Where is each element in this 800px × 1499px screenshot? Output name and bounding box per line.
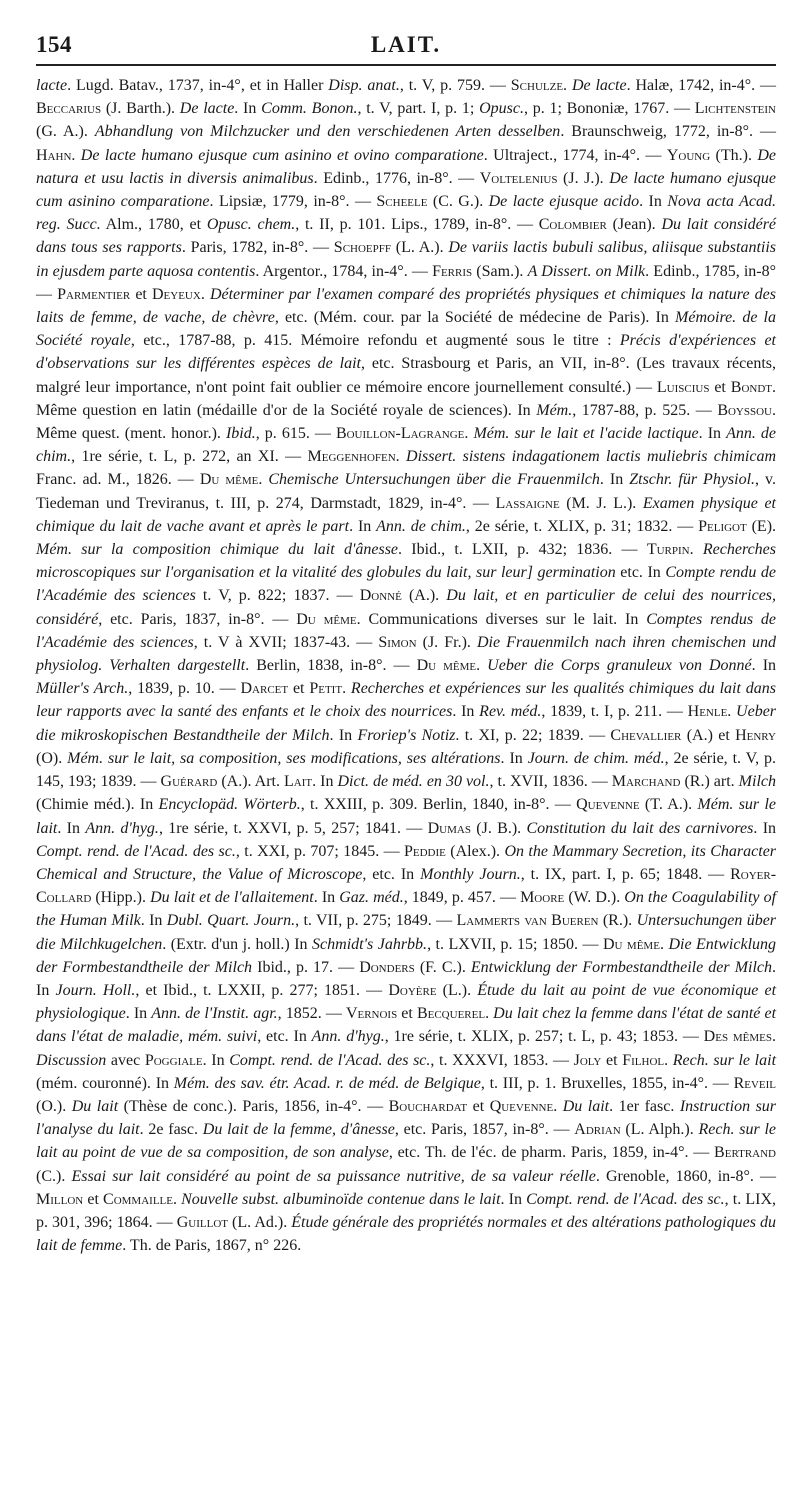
bib-text: , t. V, part. I, p. 1;: [357, 100, 480, 118]
bib-text: t. V, p. 822; 1837. —: [195, 587, 360, 605]
author-name: Moore: [520, 889, 565, 907]
italic-title: Discussion: [36, 1051, 107, 1069]
author-name: Du même: [199, 471, 259, 489]
italic-title: Müller's Arch.: [36, 680, 129, 698]
italic-title: Ueber die mikroskopischen Bestandtheile der Milch: [36, 703, 777, 744]
bib-text: , 1839, t. I, p. 211. —: [541, 703, 688, 721]
bib-text: , 1re série, t. XLIX, p. 257; t. L, p. 43; 1853. —: [384, 1028, 704, 1046]
bib-text: , 1re série, t. XXVI, p. 5, 257; 1841. —: [158, 819, 428, 837]
bib-text: .: [464, 425, 474, 443]
bib-text: (L.).: [436, 981, 478, 999]
bib-text: (C.).: [36, 1167, 72, 1185]
italic-title: Encyclopäd. Wörterb.: [158, 796, 301, 814]
author-name: Lait: [284, 773, 313, 791]
bib-text: , t. LIX, p. 301, 396; 1864. —: [36, 1190, 777, 1231]
author-name: Turpin: [646, 541, 690, 559]
author-name: Poggiale: [144, 1051, 203, 1069]
bib-text: (O.).: [36, 1097, 72, 1115]
bib-text: . In: [753, 819, 777, 837]
italic-title: Ann. d'hyg.: [311, 1028, 385, 1046]
bib-text: (E).: [746, 517, 777, 535]
author-name: Bondt: [730, 378, 772, 396]
bib-text: . Halæ, 1742, in-4°. —: [626, 77, 777, 94]
author-name: Darcet: [240, 680, 289, 698]
bib-text: .: [476, 657, 488, 675]
author-name: Hahn: [36, 146, 72, 164]
bib-text: (J. Fr.).: [416, 633, 477, 651]
bib-text: .: [659, 935, 669, 953]
bib-text: . In: [452, 703, 480, 721]
italic-title: Chemische Untersuchungen über die Frauenmilch: [268, 471, 600, 489]
italic-title: Ibid.: [225, 425, 256, 443]
italic-title: De lacte: [571, 77, 627, 94]
bib-text: . Ibid., t. LXII, p. 432; 1836. —: [398, 541, 647, 559]
author-name: Royer-Collard: [36, 865, 777, 907]
italic-title: Essai sur lait considéré au point de sa puissance nutritive, de sa valeur réelle: [71, 1167, 596, 1185]
author-name: Peddie: [404, 842, 446, 860]
bib-text: .: [395, 448, 407, 466]
bib-text: .: [664, 1051, 673, 1069]
italic-title: Instruction sur l'analyse du lait: [36, 1097, 777, 1139]
author-name: Vernois: [345, 1005, 398, 1023]
bib-text: . (Extr. d'un j. holl.) In: [162, 935, 313, 953]
italic-title: Mém. sur le lait et l'acide lactique: [473, 425, 699, 443]
author-name: Du même: [296, 610, 357, 628]
bib-text: , 1849, p. 457. —: [403, 889, 521, 907]
italic-title: Compt. rend. de l'Acad. des sc.: [229, 1051, 431, 1069]
bib-text: , 2e série, t. V, p. 145, 193; 1839. —: [36, 749, 777, 791]
bib-text: (J. J.).: [557, 169, 610, 187]
bib-text: . Ultraject., 1774, in-4°. —: [483, 146, 667, 164]
author-name: Guillot: [176, 1213, 228, 1231]
bib-text: (C. G.).: [427, 193, 489, 211]
bib-text: (R.) art.: [680, 773, 739, 791]
bib-text: . Th. de Paris, 1867, n° 226.: [122, 1237, 302, 1255]
bib-text: (L. A.).: [391, 239, 449, 257]
italic-title: Schmidt's Jahrbb.: [312, 935, 428, 953]
bib-text: , t. V à XVII; 1837-43. —: [193, 633, 379, 651]
bibliography-paragraph: [36, 74, 776, 1257]
author-name: Henry: [735, 726, 776, 744]
author-name: Petit: [309, 680, 343, 698]
italic-title: On the Coagulability of the Human Milk: [36, 889, 777, 930]
author-name: Lassaigne: [495, 494, 560, 512]
author-name: Du même: [602, 935, 660, 953]
bib-text: .: [485, 1005, 494, 1023]
italic-title: Compte rendu de l'Académie des sciences: [36, 564, 777, 605]
bib-text: , 1839, p. 10. —: [128, 680, 241, 698]
bib-text: (Hipp.).: [91, 889, 151, 907]
italic-title: Ann. de l'Instit. agr.: [151, 1005, 278, 1023]
italic-title: Nouvelle subst. albuminoïde contenue dans le lait: [181, 1190, 501, 1208]
italic-title: Constitution du lait des carnivores: [526, 819, 754, 837]
bib-text: , etc. Strasbourg et Paris, an VII, in-8°. (Les travaux récents, malgré leur importance, n'ont point fait oublier ce mémoire encore journellement consulté.) —: [36, 355, 776, 396]
author-name: Parmentier: [57, 285, 131, 303]
bib-text: Franc. ad. M., 1826. —: [36, 471, 200, 489]
italic-title: Mém.: [536, 401, 573, 419]
author-name: Bouillon-Lagrange: [335, 425, 465, 443]
bib-text: , t. II, p. 101. Lips., 1789, in-8°. —: [295, 216, 539, 234]
bib-text: .: [71, 146, 81, 164]
italic-title: Opusc. chem.: [206, 216, 296, 234]
author-name: Marchand: [611, 773, 681, 791]
bib-text: (L. Ad.).: [228, 1213, 292, 1231]
bib-text: Alm., 1780, et: [100, 216, 207, 234]
bib-text: . Lugd. Batav., 1737, in-4°, et in Haller: [67, 77, 329, 94]
italic-title: Ann. de chim.: [376, 517, 466, 535]
bib-text: . 2e fasc.: [139, 1121, 203, 1139]
italic-title: Mém. sur le lait: [36, 796, 777, 837]
author-name: Donders: [359, 958, 415, 976]
bib-text: .: [172, 1190, 182, 1208]
bib-text: . Même quest. (ment. honor.).: [36, 401, 776, 443]
bib-text: , t. XVII, 1836. —: [489, 773, 612, 791]
italic-title: Die Entwicklung der Formbestandtheile der Milch: [36, 935, 777, 976]
author-name: Doyère: [388, 981, 437, 999]
italic-title: De lacte: [179, 100, 235, 118]
bib-text: et: [130, 285, 152, 303]
bib-text: , etc. In: [257, 1028, 312, 1046]
bib-text: , t. XXI, p. 707; 1845. —: [235, 842, 404, 860]
bib-text: .: [342, 680, 351, 698]
bib-text: .: [258, 471, 269, 489]
author-name: Deyeux: [151, 285, 201, 303]
bib-text: etc. In: [615, 564, 666, 582]
bib-text: .: [772, 1028, 776, 1046]
italic-title: Die Frauenmilch nach ihren chemischen und physiolog. Verhalten dargestellt: [36, 633, 777, 675]
author-name: Quevenne: [576, 796, 640, 814]
italic-title: Disp. anat.: [328, 77, 400, 94]
bib-text: . Edinb., 1785, in-8° —: [36, 262, 777, 303]
italic-title: Mém. sur le lait, sa composition, ses modifications, ses altérations: [67, 749, 501, 767]
bib-text: (J. B.).: [470, 819, 527, 837]
bib-text: . Grenoble, 1860, in-8°. —: [595, 1167, 777, 1185]
author-name: Ferris: [432, 262, 473, 280]
bib-text: et: [83, 1190, 104, 1208]
bib-text: (R.).: [598, 912, 637, 930]
italic-title: Dissert. sistens indagationem lactis muliebris chimicam: [406, 448, 777, 466]
bib-text: . 1er fasc.: [609, 1097, 680, 1115]
bib-text: , 1787-88, p. 525. —: [572, 401, 718, 419]
italic-title: Journ. Holl.: [55, 981, 136, 999]
bib-text: (A.) et: [681, 726, 736, 744]
bib-text: , 2e série, t. XLIX, p. 31; 1832. —: [465, 517, 699, 535]
italic-title: Opusc.: [479, 100, 524, 118]
author-name: Becquerel: [416, 1005, 486, 1023]
italic-title: Compt. rend. de l'Acad. des sc.: [526, 1190, 725, 1208]
italic-title: Journ. de chim. méd.: [527, 749, 665, 767]
bib-text: avec: [106, 1051, 145, 1069]
bib-text: . In: [751, 657, 777, 675]
bib-text: . Edinb., 1776, in-8°. —: [313, 169, 480, 187]
bib-text: et: [709, 378, 731, 396]
bib-text: . In: [329, 726, 358, 744]
bib-text: , t. VII, p. 275; 1849. —: [295, 912, 457, 930]
bib-text: . In: [125, 1005, 152, 1023]
bib-text: (Alex.).: [445, 842, 505, 860]
bib-text: . In: [57, 819, 86, 837]
bib-text: .: [689, 541, 703, 559]
bib-text: . Lipsiæ, 1779, in-8°. —: [209, 193, 377, 211]
author-name: Young: [666, 146, 711, 164]
italic-title: Abhandlung von Milchzucker und den verschiedenen Arten desselben: [94, 123, 561, 141]
italic-title: Étude générale des propriétés normales et des altérations pathologiques du lait de femme: [36, 1213, 777, 1255]
bib-text: , t. XXXVI, 1853. —: [430, 1051, 574, 1069]
author-name: Adrian: [574, 1121, 621, 1139]
bib-text: , p. 1; Bononiæ, 1767. —: [523, 100, 695, 118]
author-name: Commaille: [103, 1190, 173, 1208]
italic-title: Précis d'expériences et d'observations sur les différentes espèces de lait: [36, 332, 776, 373]
italic-title: Entwicklung der Formbestandtheile der Milch: [470, 958, 773, 976]
bib-text: , etc. Paris, 1857, in-8°. —: [394, 1121, 575, 1139]
bib-text: . In: [234, 100, 262, 118]
italic-title: Mém. sur la composition chimique du lait d'ânesse: [36, 541, 399, 559]
bib-text: . In: [140, 912, 167, 930]
italic-title: Ztschr. für Physiol.: [629, 471, 756, 489]
bib-text: , etc. (Mém. cour. par la Société de médecine de Paris). In: [274, 309, 676, 327]
bib-text: (mém. couronné). In: [36, 1074, 174, 1092]
italic-title: Recherches microscopiques sur l'organisation et la vitalité des globules du lait, sur leur] germination: [36, 541, 776, 582]
bib-text: .: [200, 285, 210, 303]
italic-title: De natura et usu lactis in diversis animalibus: [36, 146, 777, 187]
author-name: Henle: [687, 703, 728, 721]
italic-title: Rech. sur le lait: [672, 1051, 777, 1069]
page: [36, 30, 776, 1257]
italic-title: Ann. de chim.: [36, 425, 777, 466]
author-name: Beccarius: [36, 100, 102, 118]
bib-text: . Même question en latin (médaille d'or de la Société royale de sciences). In: [36, 378, 776, 419]
author-name: Filhol: [622, 1051, 665, 1069]
bib-text: et: [467, 1097, 490, 1115]
author-name: Colombier: [538, 216, 607, 234]
bib-text: . In: [313, 889, 340, 907]
italic-title: Rech. sur le lait au point de vue de sa composition, de son analyse: [36, 1121, 777, 1162]
italic-title: De lacte humano ejusque cum asinino comparatione: [36, 169, 777, 211]
bib-text: (L. Alph.).: [620, 1121, 699, 1139]
author-name: Bertrand: [714, 1144, 777, 1162]
bib-text: , v. Tiedeman und Treviranus, t. III, p. 274, Darmstadt, 1829, in-4°. —: [36, 471, 777, 512]
bib-text: . In: [202, 1051, 230, 1069]
italic-title: Étude du lait au point de vue économique et physiologique: [36, 981, 777, 1023]
bib-text: .: [727, 703, 737, 721]
italic-title: Examen physique et chimique du lait de vache avant et après le part: [36, 494, 777, 535]
italic-title: A Dissert. on Milk: [527, 262, 646, 280]
bib-text: . In: [500, 749, 528, 767]
bib-text: (T. A.).: [639, 796, 698, 814]
bib-text: et: [288, 680, 310, 698]
author-name: Chevallier: [610, 726, 682, 744]
italic-title: Du lait chez la femme dans l'état de santé et dans l'état de maladie, mém. suivi: [36, 1005, 777, 1046]
italic-title: Du lait de la femme, d'ânesse: [202, 1121, 395, 1139]
italic-title: Nova acta Acad. reg. Succ.: [36, 193, 777, 234]
bib-text: . t. XI, p. 22; 1839. —: [455, 726, 611, 744]
bib-text: . Argentor., 1784, in-4°. —: [255, 262, 433, 280]
italic-title: Du lait, et en particulier de celui des nourrices, considéré: [36, 587, 777, 628]
author-name: Des mêmes: [703, 1028, 772, 1046]
bib-text: (W. D.).: [564, 889, 625, 907]
bib-text: . Braunschweig, 1772, in-8°. —: [560, 123, 776, 141]
italic-title: On the Mammary Secretion, its Character Chemical and Structure, the Value of Microscope: [36, 842, 777, 883]
author-name: Du même: [416, 657, 477, 675]
italic-title: Du lait: [562, 1097, 610, 1115]
author-name: Millon: [36, 1190, 84, 1208]
bib-text: (J. Barth.).: [101, 100, 180, 118]
author-name: Luiscius: [656, 378, 710, 396]
bib-text: , t. IX, part. I, p. 65; 1848. —: [520, 865, 731, 883]
bib-text: , et Ibid., t. LXXII, p. 277; 1851. —: [135, 981, 389, 999]
bib-text: , etc., 1787-88, p. 415. Mémoire refondu et augmenté sous le titre :: [130, 332, 620, 350]
italic-title: Comm. Bonon.: [261, 100, 358, 118]
italic-title: Comptes rendus de l'Académie des sciences: [36, 610, 777, 651]
bib-text: (G. A.).: [36, 123, 95, 141]
bib-text: (Th.).: [710, 146, 758, 164]
author-name: Boyssou: [717, 401, 772, 419]
author-name: Lammerts van Bueren: [456, 912, 599, 930]
italic-title: Du lait et de l'allaitement: [150, 889, 314, 907]
italic-title: Du lait: [71, 1097, 119, 1115]
bib-text: Ibid., p. 17. —: [252, 958, 360, 976]
bib-text: . Communications diverses sur le lait. In: [356, 610, 647, 628]
italic-title: De lacte ejusque acido: [488, 193, 640, 211]
author-name: Bouchardat: [388, 1097, 468, 1115]
bib-text: (Chimie méd.). In: [36, 796, 159, 814]
bib-text: , 1re série, t. L, p. 272, an XI. —: [71, 448, 308, 466]
running-head: [36, 30, 776, 66]
italic-title: Compt. rend. de l'Acad. des sc.: [36, 842, 236, 860]
bib-text: . Berlin, 1838, in-8°. —: [245, 657, 417, 675]
author-name: Donné: [359, 587, 402, 605]
italic-title: Mémoire. de la Société royale: [36, 309, 777, 350]
bib-text: .: [553, 1097, 563, 1115]
author-name: Guérard: [160, 773, 218, 791]
author-name: Voltelenius: [479, 169, 558, 187]
italic-title: lacte: [36, 77, 68, 94]
bib-text: , 1852. —: [277, 1005, 346, 1023]
bib-text: (A.).: [401, 587, 447, 605]
author-name: Meggenhofen: [307, 448, 396, 466]
author-name: Reveil: [733, 1074, 777, 1092]
bib-text: .: [563, 77, 572, 94]
bib-text: (O).: [36, 749, 68, 767]
bib-text: . Paris, 1782, in-8°. —: [181, 239, 334, 257]
bib-text: , t. LXVII, p. 15; 1850. —: [427, 935, 603, 953]
bib-text: (F. C.).: [414, 958, 471, 976]
bib-text: . In: [36, 958, 777, 999]
author-name: Joly: [573, 1051, 602, 1069]
author-name: Peligot: [698, 517, 747, 535]
bib-text: (Sam.).: [472, 262, 528, 280]
italic-title: Mém. des sav. étr. Acad. r. de méd. de Belgique: [173, 1074, 481, 1092]
author-name: Simon: [378, 633, 417, 651]
bib-text: (Jean).: [606, 216, 662, 234]
bib-text: . In: [599, 471, 630, 489]
italic-title: Ann. d'hyg.: [85, 819, 159, 837]
italic-title: Dict. de méd. en 30 vol.: [337, 773, 490, 791]
italic-title: Déterminer par l'examen comparé des propriétés physiques et chimiques la nature des laits de femme, de vache, de chèvre: [36, 285, 776, 327]
bib-text: , etc. Th. de l'éc. de pharm. Paris, 1859, in-4°. —: [388, 1144, 715, 1162]
italic-title: Rev. méd.: [479, 703, 542, 721]
bib-text: (M. J. L.).: [559, 494, 643, 512]
author-name: Scheele: [376, 193, 428, 211]
italic-title: Gaz. méd.: [339, 889, 404, 907]
author-name: Lichtenstein: [694, 100, 776, 118]
running-title: LAIT.: [370, 32, 442, 57]
italic-title: Froriep's Notiz: [357, 726, 456, 744]
italic-title: Dubl. Quart. Journ.: [166, 912, 296, 930]
bib-text: , p. 615. —: [255, 425, 336, 443]
bib-text: , t. XXIII, p. 309. Berlin, 1840, in-8°. —: [300, 796, 577, 814]
italic-title: De variis lactis bubuli salibus, aliisque substantiis in ejusdem parte aquosa contentis: [36, 239, 777, 280]
bib-text: , etc. Paris, 1837, in-8°. —: [98, 610, 297, 628]
bib-text: et: [397, 1005, 417, 1023]
author-name: Schulze: [510, 77, 564, 94]
italic-title: Monthly Journ.: [420, 865, 521, 883]
italic-title: Du lait considéré dans tous ses rapports: [36, 216, 777, 257]
author-name: Dumas: [427, 819, 471, 837]
bib-text: , t. V, p. 759. —: [399, 77, 511, 94]
italic-title: Recherches et expériences sur les qualités chimiques du lait dans leur rapports avec la santé des enfants et le choix des nourrices: [36, 680, 777, 721]
italic-title: Ueber die Corps granuleux von Donné: [487, 657, 752, 675]
italic-title: Milch: [738, 773, 776, 791]
page-number: 154: [36, 32, 72, 57]
italic-title: De lacte humano ejusque cum asinino et ovino comparatione: [80, 146, 484, 164]
bib-text: (A.). Art.: [217, 773, 284, 791]
bib-text: , t. III, p. 1. Bruxelles, 1855, in-4°. —: [480, 1074, 734, 1092]
bib-text: . In: [349, 517, 377, 535]
author-name: Schoepff: [333, 239, 391, 257]
bib-text: , etc. In: [362, 865, 421, 883]
bib-text: . In: [639, 193, 668, 211]
author-name: Quevenne: [489, 1097, 554, 1115]
bib-text: et: [601, 1051, 623, 1069]
bib-text: . In: [698, 425, 727, 443]
bib-text: . In: [312, 773, 338, 791]
bib-text: (Thèse de conc.). Paris, 1856, in-4°. —: [118, 1097, 389, 1115]
bib-text: . In: [500, 1190, 527, 1208]
italic-title: Untersuchungen über die Milchkugelchen: [36, 912, 777, 953]
